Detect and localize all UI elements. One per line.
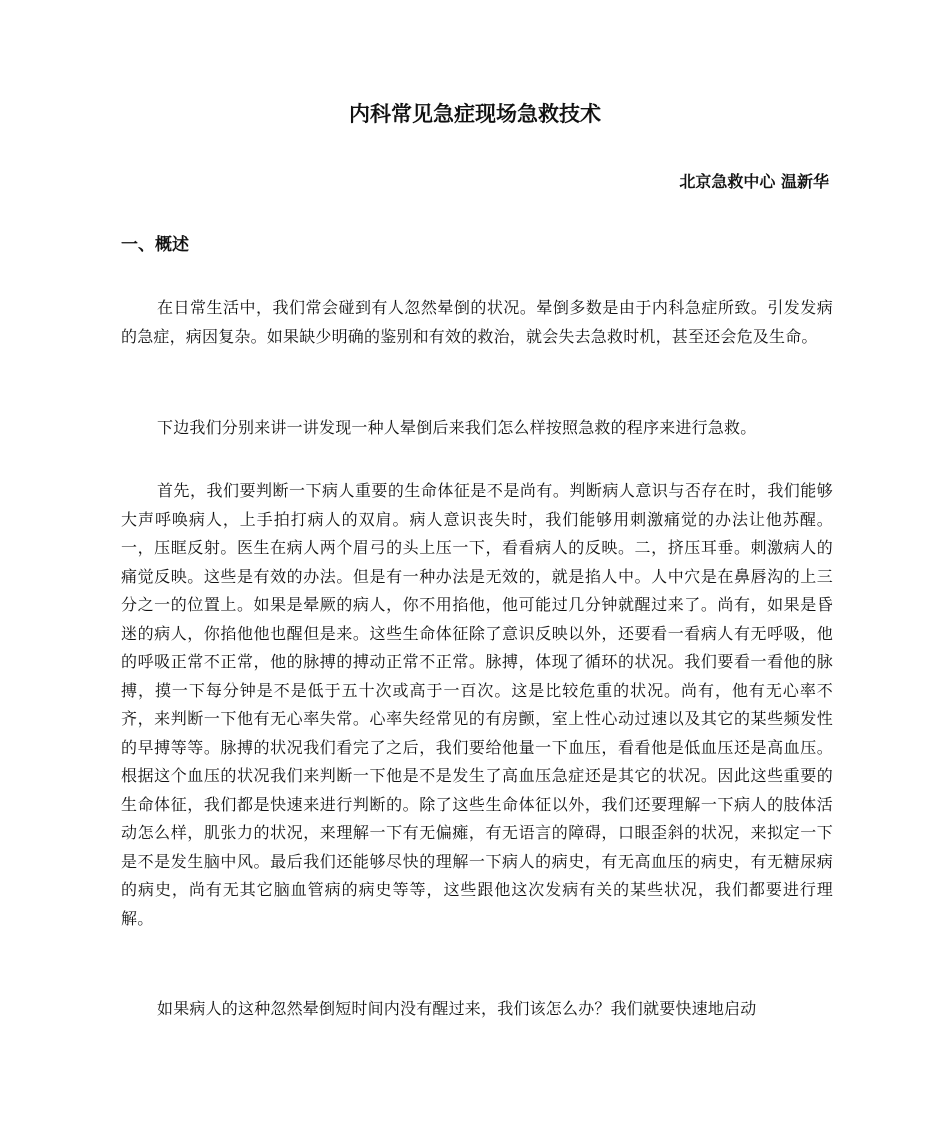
document-author: 北京急救中心 温新华 <box>679 172 829 191</box>
paragraph: 下边我们分别来讲一讲发现一种人晕倒后来我们怎么样按照急救的程序来进行急救。 <box>157 418 757 437</box>
paragraph: 首先，我们要判断一下病人重要的生命体征是不是尚有。判断病人意识与否存在时，我们能够大声呼唤病人，上手拍打病人的双肩。病人意识丧失时，我们能够用刺激痛觉的办法让他苏醒。一，压眶反射。医生在病人两个眉弓的头上压一下，看看病人的反映。二，挤压耳垂。刺激病人的痛觉反映。这些是有效的办法。但是有一种办法是无效的，就是掐人中。人中穴是在鼻唇沟的上三分之一的位置上。如果是晕厥的病人，你不用掐他，他可能过几分钟就醒过来了。尚有，如果是昏迷的病人，你掐他他也醒但是来。这些生命体征除了意识反映以外，还要看一看病人有无呼吸，他的呼吸正常不正常，他的脉搏的搏动正常不正常。脉搏，体现了循环的状况。我们要看一看他的脉搏，摸一下每分钟是不是低于五十次或高于一百次。这是比较危重的状况。尚有，他有无心率不齐，来判断一下他有无心率失常。心率失经常见的有房颤，室上性心动过速以及其它的某些频发性的早搏等等。脉搏的状况我们看完了之后，我们要给他量一下血压，看看他是低血压还是高血压。根据这个血压的状况我们来判断一下他是不是发生了高血压急症还是其它的状况。因此这些重要的生命体征，我们都是快速来进行判断的。除了这些生命体征以外，我们还要理解一下病人的肢体活动怎么样，肌张力的状况，来理解一下有无偏瘫，有无语言的障碍，口眼歪斜的状况，来拟定一下是不是发生脑中风。最后我们还能够尽快的理解一下病人的病史，有无高血压的病史，有无糖尿病的病史，尚有无其它脑血管病的病史等等，这些跟他这次发病有关的某些状况，我们都要进行理解。 <box>121 481 833 928</box>
paragraph: 在日常生活中，我们常会碰到有人忽然晕倒的状况。晕倒多数是由于内科急症所致。引发发病的急症，病因复杂。如果缺少明确的鉴别和有效的救治，就会失去急救时机，甚至还会危及生命。 <box>121 298 833 346</box>
document-title: 内科常见急症现场急救技术 <box>349 102 601 126</box>
section-heading-overview: 一、概述 <box>121 235 189 255</box>
paragraph: 如果病人的这种忽然晕倒短时间内没有醒过来，我们该怎么办？我们就要快速地启动 <box>157 999 757 1018</box>
